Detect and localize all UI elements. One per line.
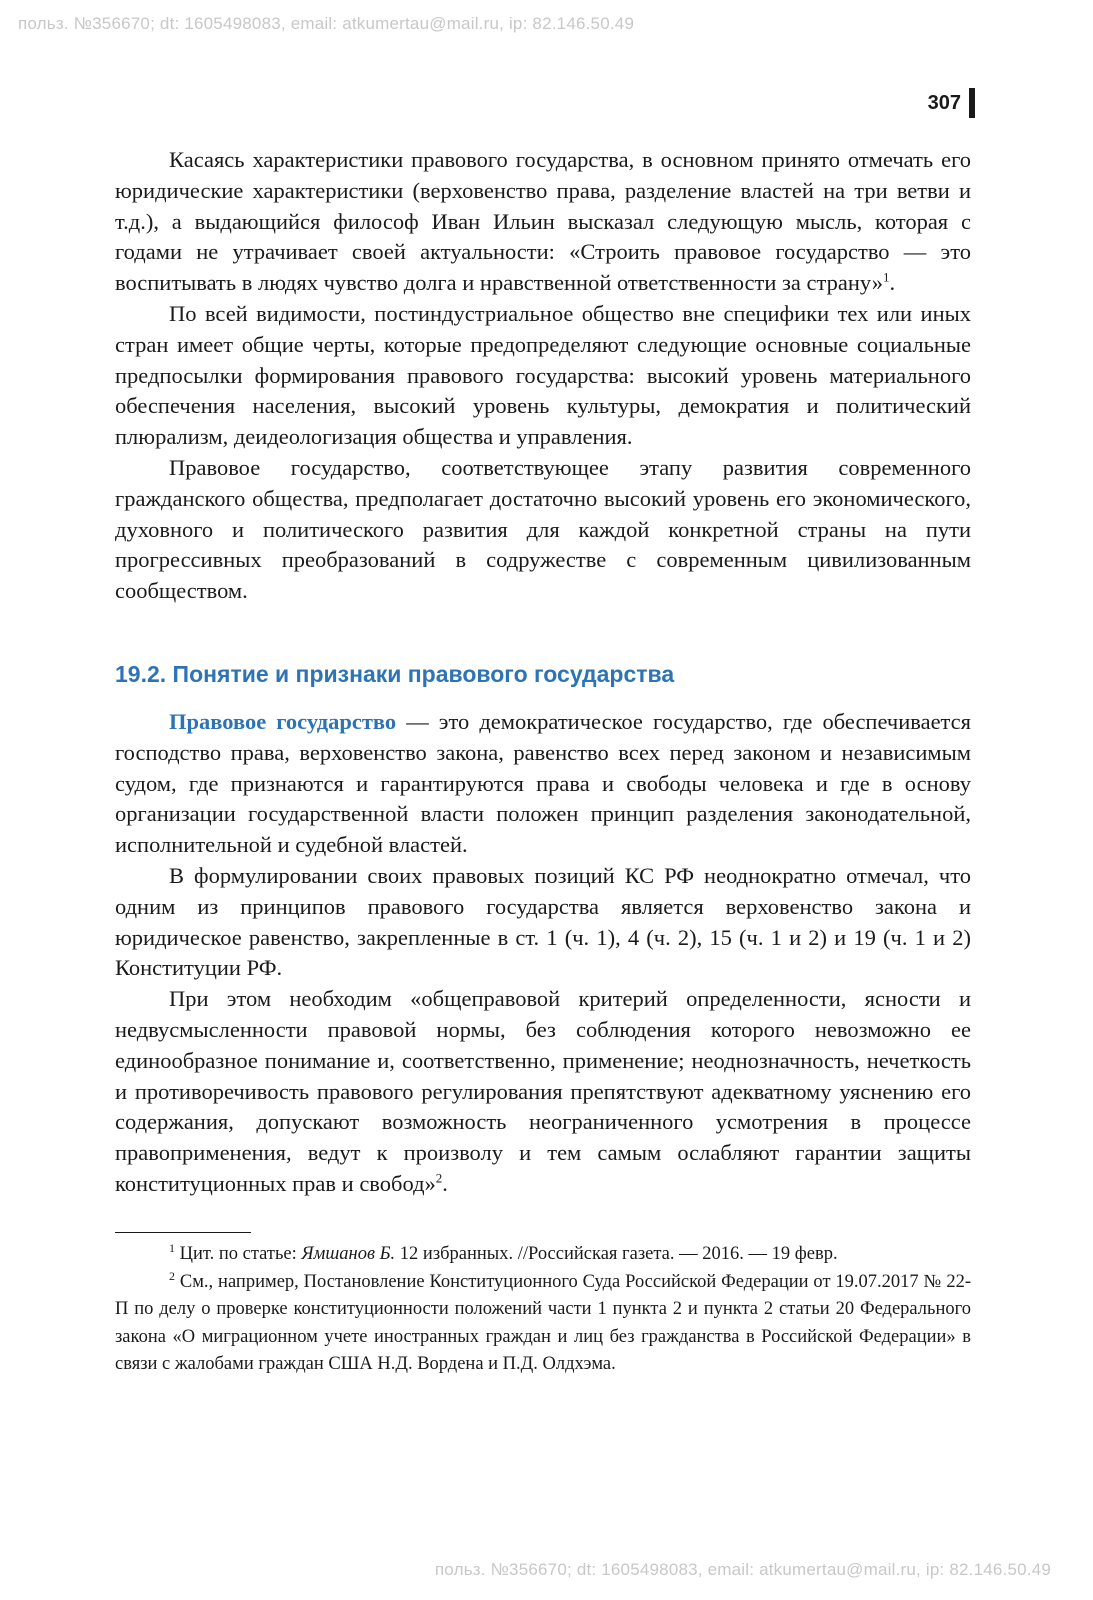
page-number-block: [928, 88, 975, 118]
paragraph-ilyin-quote: [115, 145, 971, 299]
paragraph-end: .: [442, 1170, 448, 1196]
section-title: 19.2. Понятие и признаки правового государства: [115, 660, 675, 687]
page-number-bar: [969, 88, 975, 118]
defined-term: Правовое государство: [169, 708, 397, 734]
paragraph-constitutional-court: В формулировании своих правовых позиций КС РФ неоднократно отмечал, что одним из принципов правового государства является верховенство закона и юридическое равенство, закрепленные в ст. 1 (ч. 1), 4 (ч. 2), 15 (ч. 1 и 2) и 19 (ч. 1 и 2) Конституции РФ.: [115, 862, 971, 981]
paragraph-end: .: [889, 270, 896, 296]
footnote-text: 12 избранных. //Российская газета. — 2016. — 19 февр.: [395, 1244, 838, 1265]
footnote-text: Цит. по статье:: [175, 1244, 302, 1265]
footnote-text: См., например, Постановление Конституционного Суда Российской Федерации от 19.07.2017 № 22-П по делу о проверке конституционности положений части 1 пункта 2 и пункта 2 статьи 20 Федерального закона «О миграционном учете иностранных граждан и лиц без гражданства в Российской Федерации» в связи с жалобами граждан США Н.Д. Вордена и П.Д. Олдхэма.: [115, 1271, 971, 1375]
watermark-top: польз. №356670; dt: 1605498083, email: atkumertau@mail.ru, ip: 82.146.50.49: [18, 14, 635, 33]
page-content: [115, 145, 971, 1379]
footnote-ref-2[interactable]: 2: [435, 1170, 443, 1186]
footnote-ref-1[interactable]: 1: [882, 269, 890, 285]
footnote-1: [115, 1241, 971, 1269]
paragraph-legal-certainty: [115, 984, 971, 1200]
watermark-bottom: польз. №356670; dt: 1605498083, email: atkumertau@mail.ru, ip: 82.146.50.49: [434, 1560, 1051, 1579]
footnote-number: 2: [169, 1268, 175, 1283]
footnote-2: [115, 1269, 971, 1379]
footnote-number: 1: [169, 1241, 175, 1256]
paragraph-text: Касаясь характеристики правового государства, в основном принято отмечать его юридические характеристики (верховенство права, разделение властей на три ветви и т.д.), а выдающийся философ Иван Ильин высказал следующую мысль, которая с годами не утрачивает своей актуальности: «Строить правовое государство — это воспитывать в людях чувство долга и нравственной ответственности за страну»: [115, 147, 971, 296]
page-number: 307: [927, 91, 961, 114]
paragraph-civil-society: Правовое государство, соответствующее этапу развития современного гражданского общества, предполагает достаточно высокий уровень его экономического, духовного и политического развития для каждой конкретной страны на пути прогрессивных преобразований в содружестве с современным цивилизованным сообществом.: [115, 454, 971, 604]
paragraph-postindustrial: По всей видимости, постиндустриальное общество вне специфики тех или иных стран имеет общие черты, которые предопределяют следующие основные социальные предпосылки формирования правового государства: высокий уровень материального обеспечения населения, высокий уровень культуры, демократия и политический плюрализм, деидеологизация общества и управления.: [115, 300, 971, 450]
definition-text: — это демократическое государство, где обеспечивается господство права, верховенство закона, равенство всех перед законом и независимым судом, где признаются и гарантируются права и свободы человека и где в основу организации государственной власти положен принцип разделения законодательной, исполнительной и судебной властей.: [115, 708, 972, 858]
paragraph-text: При этом необходим «общеправовой критерий определенности, ясности и недвусмысленности правовой нормы, без соблюдения которого невозможно ее единообразное понимание и, соответственно, применение; неоднозначность, нечеткость и противоречивость правового регулирования препятствуют адекватному уяснению его содержания, допускают возможность неограниченного усмотрения в процессе правоприменения, ведут к произволу и тем самым ослабляют гарантии защиты конституционных прав и свобод»: [115, 986, 971, 1196]
footnote-author: Ямшанов Б.: [301, 1244, 396, 1265]
footnote-divider: [115, 1232, 251, 1234]
paragraph-definition: [115, 707, 971, 861]
